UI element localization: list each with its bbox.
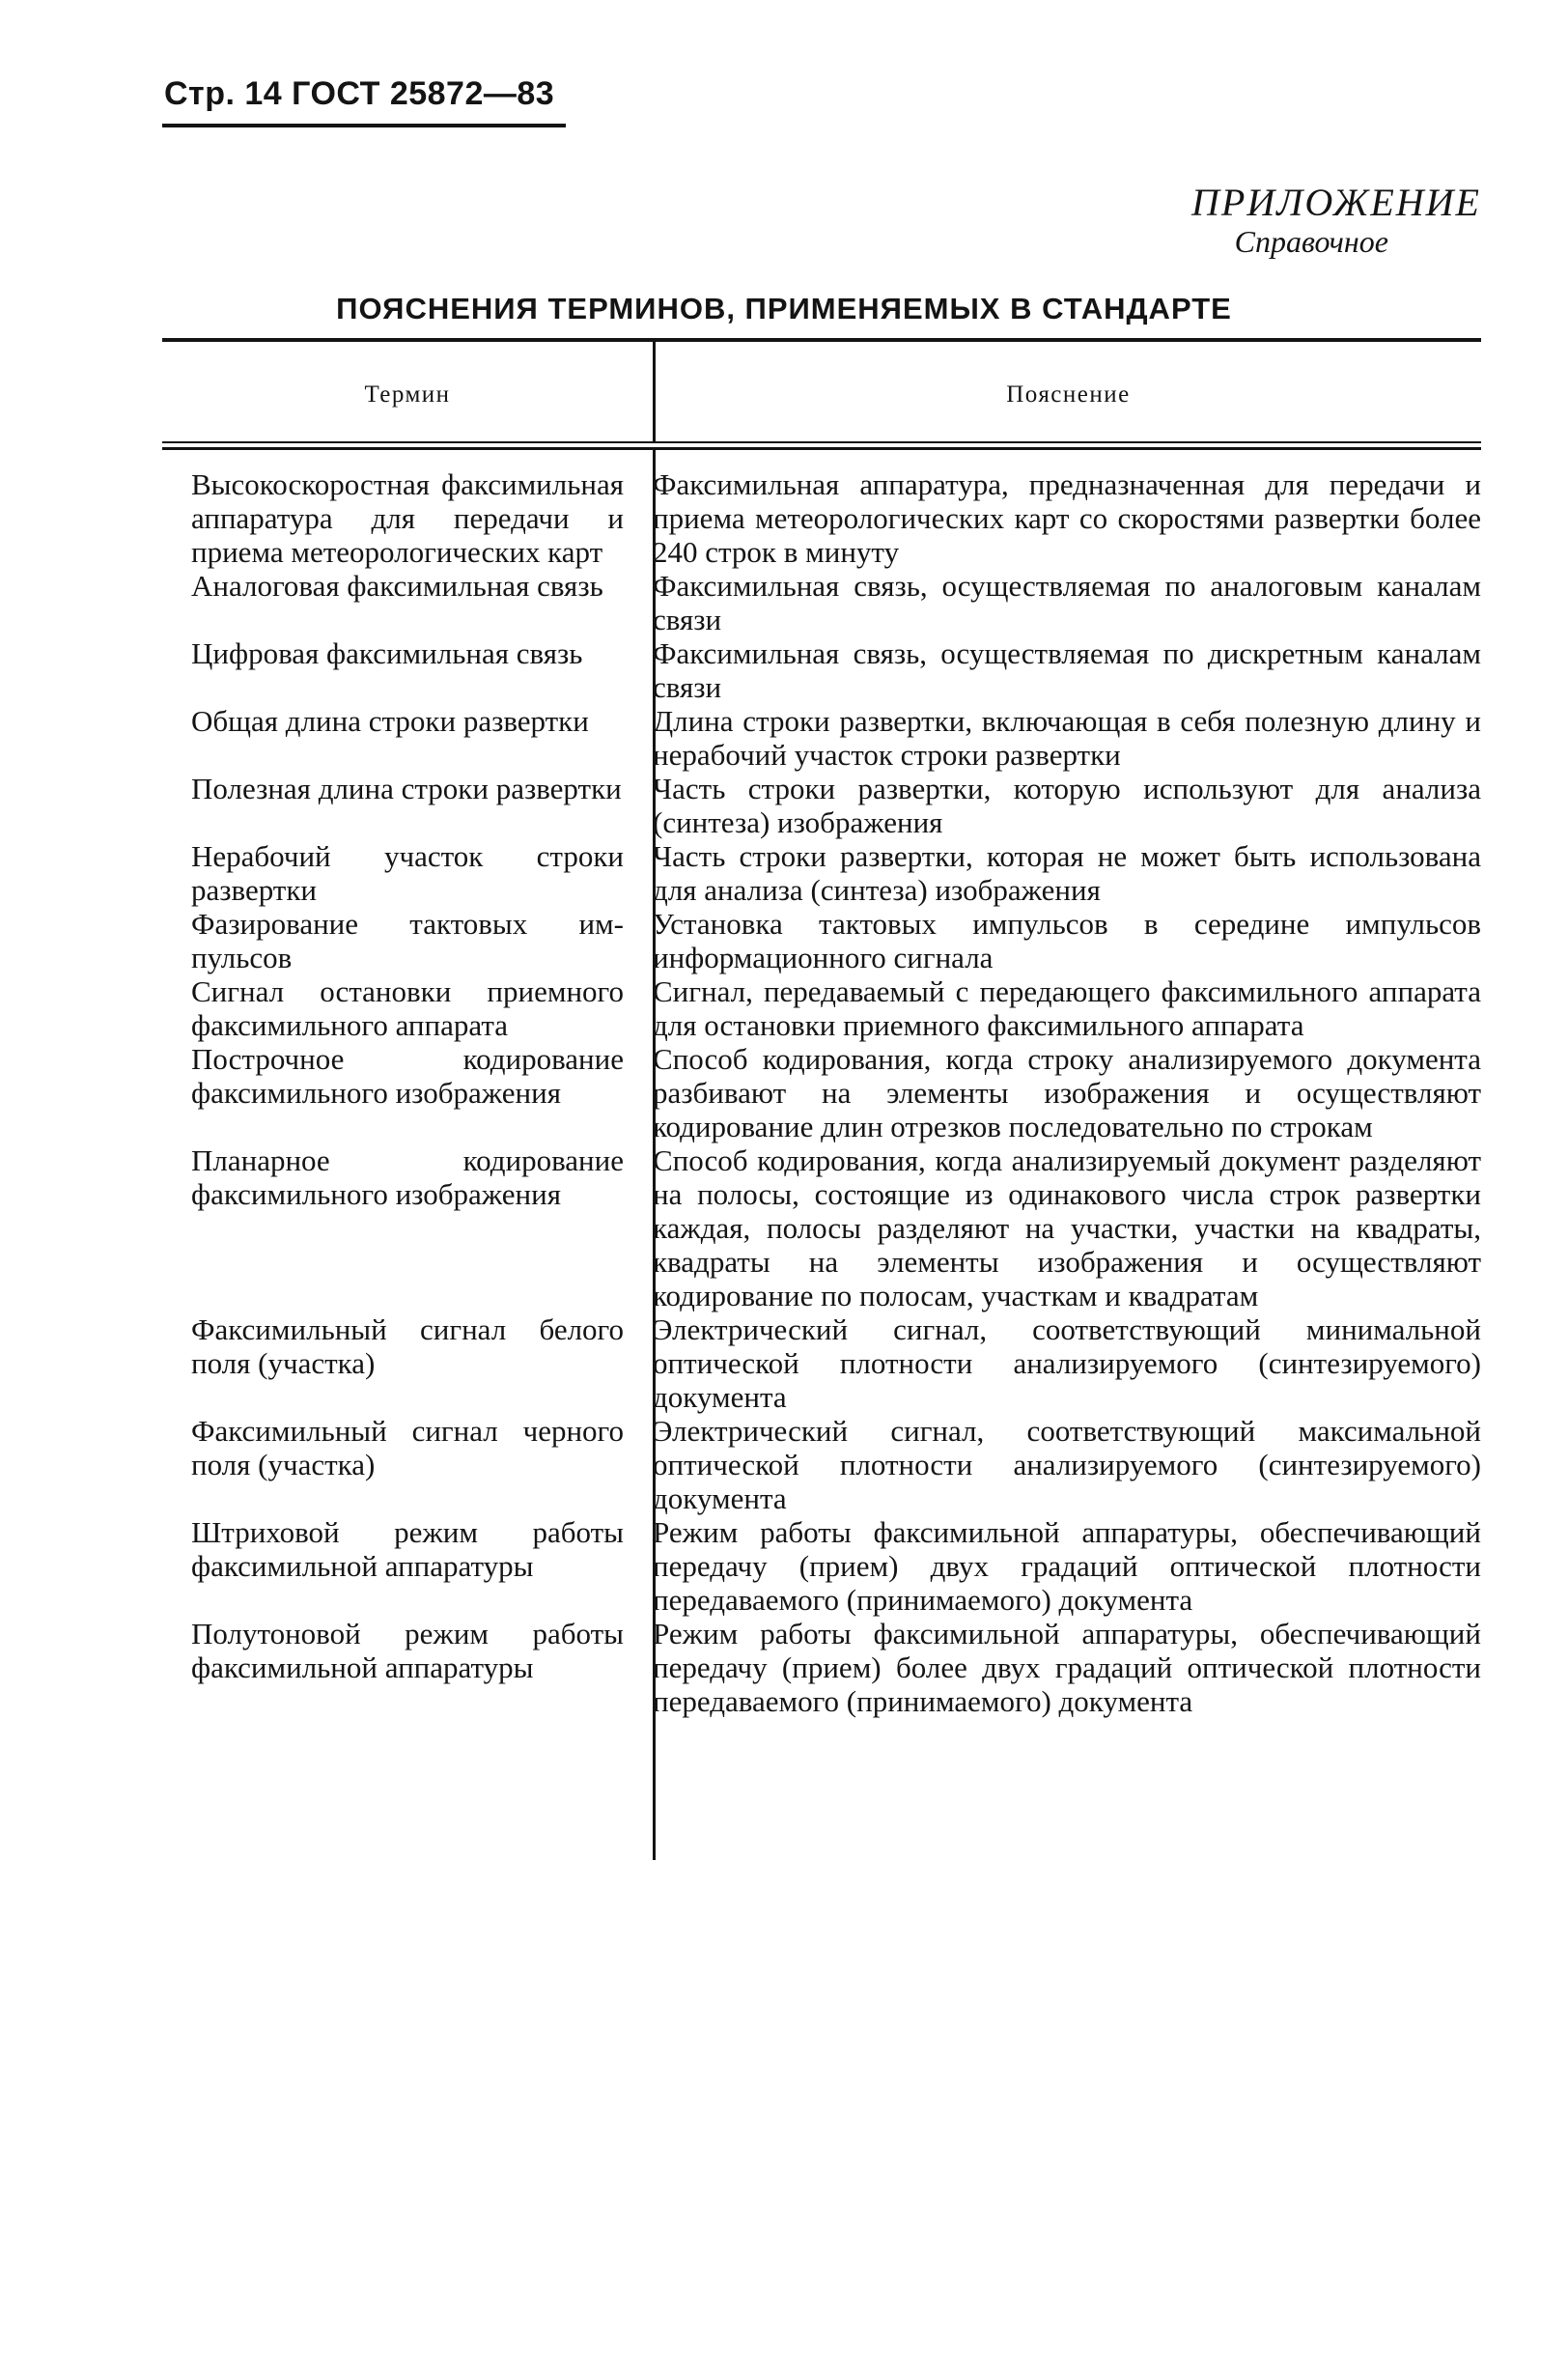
table-row [162, 1515, 1481, 1617]
explanation-cell: Способ кодирования, когда анализируемый документ разделяют на полосы, состоящие из одинакового числа строк развертки каждая, полосы разделяют на участки, участки на квадраты, квадраты на элементы изображения и осуществляют кодирование по полосам, участкам и квадратам [653, 1143, 1481, 1312]
term-cell: Полезная длина строки развертки [191, 772, 622, 805]
header-rule [162, 124, 566, 127]
term-cell: Сигнал остановки приемного факсимильного аппарата [191, 974, 624, 1042]
explanation-cell: Факсимильная связь, осуществляемая по аналоговым каналам связи [653, 569, 1481, 636]
explanation-cell: Часть строки развертки, которая не может быть использована для анализа (синтеза) изображения [653, 839, 1481, 907]
explanation-cell: Установка тактовых импульсов в середине импульсов информационного сигнала [653, 907, 1481, 974]
table-row [162, 704, 1481, 772]
column-header-term: Термин [364, 381, 451, 408]
table-row [162, 974, 1481, 1042]
header-rule-lower [162, 447, 1481, 450]
table-row [162, 1042, 1481, 1143]
explanation-cell: Сигнал, передаваемый с передающего факсимильного аппарата для остановки приемного факсимильного аппарата [653, 974, 1481, 1042]
term-cell: Цифровая факсимильная связь [191, 636, 583, 670]
term-cell: Планарное кодирование факсимильного изображения [191, 1143, 624, 1211]
table-row [162, 1617, 1481, 1718]
explanation-cell: Часть строки развертки, которую используют для анализа (синтеза) изображения [653, 772, 1481, 839]
explanation-cell: Электрический сигнал, соответствующий минимальной оптической плотности анализируемого (синтезируемого) документа [653, 1312, 1481, 1414]
table-row [162, 907, 1481, 974]
term-cell: Полутоновой режим работы факсимильной аппаратуры [191, 1617, 624, 1684]
explanation-cell: Факсимильная связь, осуществляемая по дискретным каналам связи [653, 636, 1481, 704]
table-row [162, 467, 1481, 569]
term-cell: Факсимильный сигнал белого поля (участка) [191, 1312, 624, 1380]
term-cell: Штриховой режим работы факсимильной аппаратуры [191, 1515, 624, 1583]
term-cell: Факсимильный сигнал черного поля (участка) [191, 1414, 624, 1481]
explanation-cell: Длина строки развертки, включающая в себя полезную длину и нерабочий участок строки развертки [653, 704, 1481, 772]
appendix-subtitle: Справочное [1234, 224, 1388, 259]
table-row [162, 1312, 1481, 1414]
table-top-rule [162, 338, 1481, 342]
term-cell: Высокоскоростная факсимильная аппаратура для передачи и приема метеорологических карт [191, 467, 624, 569]
explanation-cell: Факсимильная аппаратура, предназначенная для передачи и приема метеорологических карт со скоростями развертки более 240 строк в минуту [653, 467, 1481, 569]
table-row [162, 1143, 1481, 1312]
table-row [162, 569, 1481, 636]
appendix-title: ПРИЛОЖЕНИЕ [1191, 181, 1481, 224]
table-row [162, 636, 1481, 704]
explanation-cell: Режим работы факсимильной аппаратуры, обеспечивающий передачу (прием) двух градаций оптической плотности передаваемого (принимаемого) документа [653, 1515, 1481, 1617]
page-reference: Стр. 14 ГОСТ 25872—83 [164, 75, 555, 112]
term-cell: Общая длина строки развертки [191, 704, 589, 738]
table-row [162, 772, 1481, 839]
explanation-cell: Электрический сигнал, соответствующий максимальной оптической плотности анализируемого (синтезируемого) документа [653, 1414, 1481, 1515]
table-row [162, 839, 1481, 907]
explanation-cell: Режим работы факсимильной аппаратуры, обеспечивающий передачу (прием) более двух градаций оптической плотности передаваемого (принимаемого) документа [653, 1617, 1481, 1718]
table-row [162, 1414, 1481, 1515]
term-cell: Построчное кодирование факсимильного изображения [191, 1042, 624, 1110]
term-cell: Аналоговая факсимильная связь [191, 569, 603, 603]
column-header-explanation: Пояснение [1006, 381, 1131, 408]
header-rule-upper [162, 441, 1481, 443]
document-title: ПОЯСНЕНИЯ ТЕРМИНОВ, ПРИМЕНЯЕМЫХ В СТАНДАРТЕ [336, 292, 1232, 325]
term-cell: Фазирование тактовых импульсов [191, 907, 624, 974]
term-cell: Нерабочий участок строки развертки [191, 839, 624, 907]
explanation-cell: Способ кодирования, когда строку анализируемого документа разбивают на элементы изображения и осуществляют кодирование длин отрезков последовательно по строкам [653, 1042, 1481, 1143]
table-body [162, 467, 1481, 1718]
